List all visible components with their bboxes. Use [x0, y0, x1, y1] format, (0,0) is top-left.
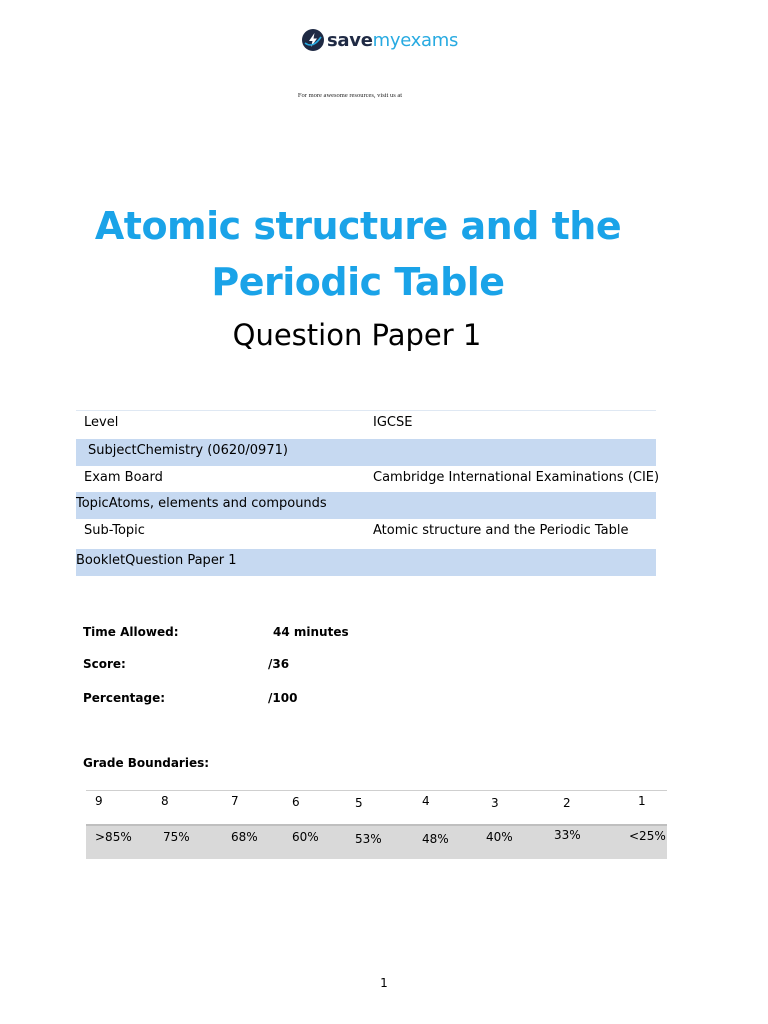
grade-cell: 8 — [161, 794, 169, 808]
info-row-subtopic — [76, 519, 656, 546]
score-label: Score: — [83, 657, 126, 671]
info-row-subject — [76, 439, 656, 466]
boundary-cell: 68% — [231, 830, 258, 844]
subtopic-label: Sub-Topic — [84, 523, 145, 538]
boundary-cell: <25% — [629, 829, 666, 843]
booklet-label: Booklet — [76, 553, 126, 568]
subject-label: Subject — [88, 443, 137, 458]
level-value: IGCSE — [373, 415, 413, 430]
grade-cell: 6 — [292, 795, 300, 809]
grade-cell: 3 — [491, 796, 499, 810]
logo-word-save: save — [327, 29, 373, 51]
percentage-label: Percentage: — [83, 691, 166, 705]
tagline: For more awesome resources, visit us at — [297, 92, 403, 99]
info-row-level — [76, 410, 656, 437]
topic-label: Topic — [76, 496, 109, 511]
boundary-cell: 75% — [163, 830, 190, 844]
lightning-icon — [302, 29, 324, 51]
boundary-cell: 60% — [292, 830, 319, 844]
info-row-board — [76, 466, 660, 493]
grade-boundaries-label: Grade Boundaries: — [83, 756, 210, 770]
page-title — [80, 198, 636, 310]
grade-cell: 2 — [563, 796, 571, 810]
level-label: Level — [84, 415, 119, 430]
boundary-cell: 53% — [355, 832, 382, 846]
booklet-value: Question Paper 1 — [125, 553, 237, 568]
time-allowed-label: Time Allowed: — [83, 625, 179, 639]
boundary-cell: 33% — [554, 828, 581, 842]
grade-cell: 1 — [638, 794, 646, 808]
boundary-cell: >85% — [95, 830, 132, 844]
grade-cell: 7 — [231, 794, 239, 808]
subtopic-value: Atomic structure and the Periodic Table — [373, 523, 629, 538]
save-my-exams-logo — [302, 26, 458, 54]
boundary-cell: 48% — [422, 832, 449, 846]
time-allowed-value: 44 minutes — [273, 625, 349, 639]
grade-cell: 9 — [95, 794, 103, 808]
score-value: /36 — [268, 657, 290, 671]
info-row-topic — [76, 492, 656, 519]
percentage-value: /100 — [268, 691, 298, 705]
info-row-booklet — [76, 549, 656, 576]
logo-word-myexams: myexams — [372, 29, 459, 51]
board-value: Cambridge International Examinations (CIE) — [373, 470, 660, 485]
grade-cell: 4 — [422, 794, 430, 808]
title-line-1: Atomic structure and the — [94, 204, 622, 248]
board-label: Exam Board — [84, 470, 163, 485]
topic-value: Atoms, elements and compounds — [108, 496, 327, 511]
title-line-2: Periodic Table — [211, 260, 505, 304]
page-number: 1 — [380, 976, 388, 990]
page-subtitle: Question Paper 1 — [232, 318, 482, 352]
boundary-cell: 40% — [486, 830, 513, 844]
grade-cell: 5 — [355, 796, 363, 810]
subject-value: Chemistry (0620/0971) — [136, 443, 288, 458]
